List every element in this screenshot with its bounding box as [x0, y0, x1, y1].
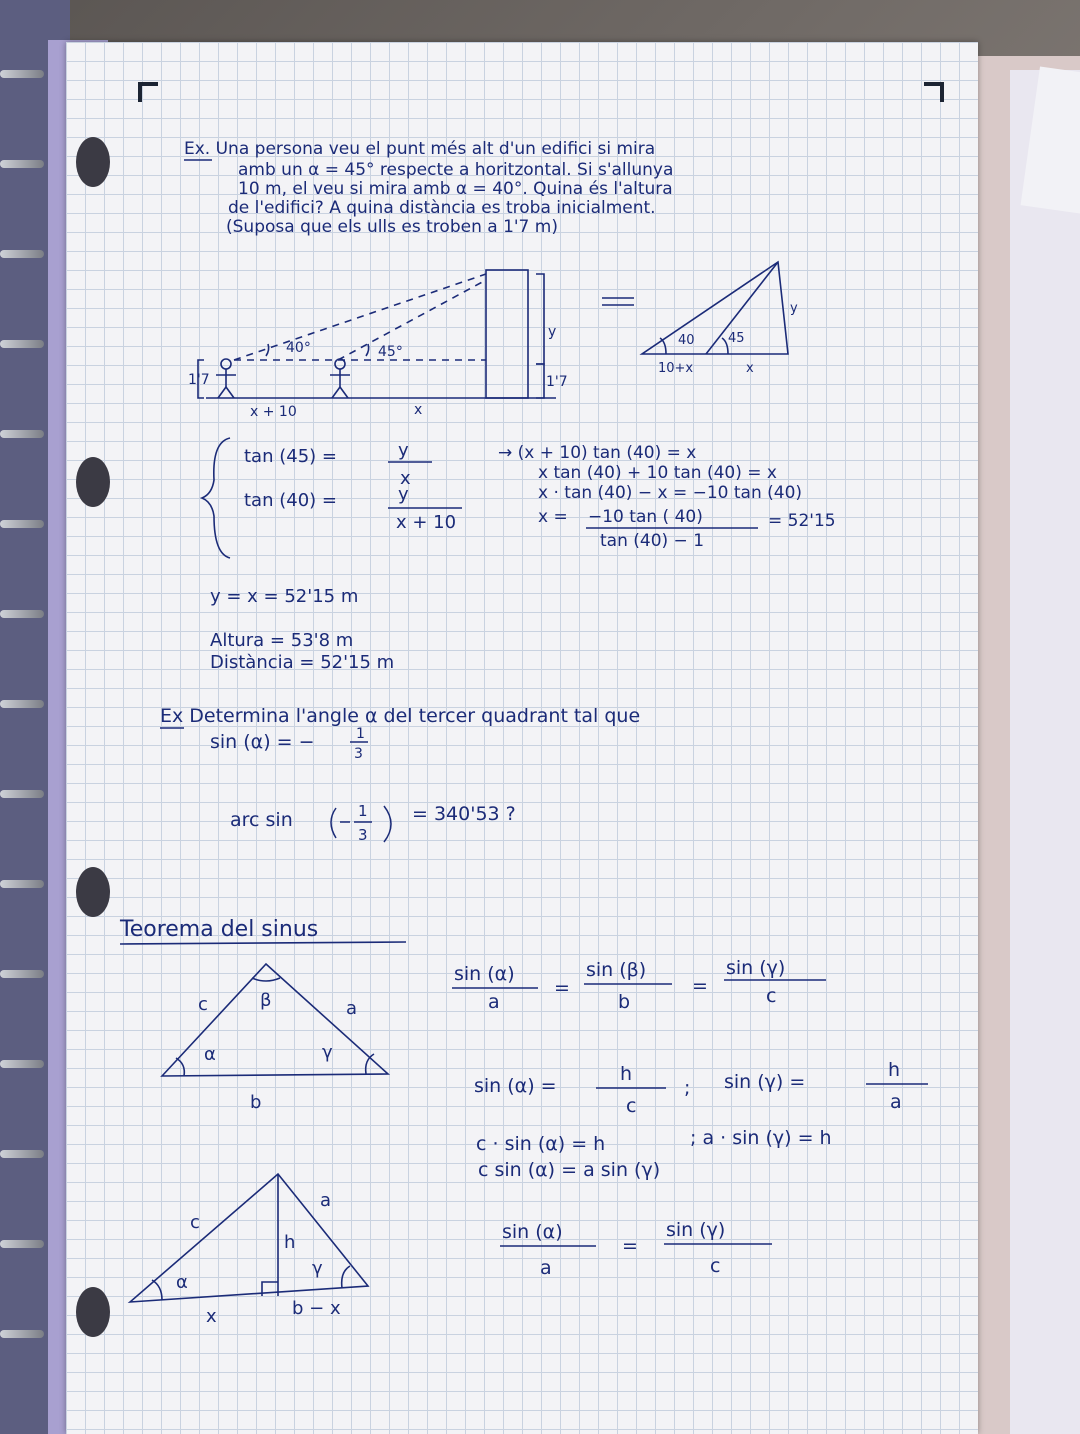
- tri2-c: c: [190, 1212, 200, 1233]
- arcsin-num: 1: [358, 802, 368, 820]
- coil: [0, 880, 44, 888]
- angle-arc-near: [366, 344, 369, 356]
- problem2-line2: sin (α) = −: [210, 731, 315, 753]
- building: [486, 270, 528, 398]
- coil: [0, 970, 44, 978]
- final-d1: a: [540, 1257, 552, 1279]
- eq2-den: x + 10: [396, 512, 457, 533]
- arcsin-left: arc sin: [230, 809, 293, 831]
- law-n1: sin (α): [454, 963, 515, 985]
- final-value: = 52'15: [768, 511, 836, 531]
- tri1-beta: β: [260, 990, 272, 1011]
- statement-line: Ex. Una persona veu el punt més alt d'un edifici si mira: [184, 139, 656, 159]
- tri-angle-b: 45: [728, 331, 745, 346]
- sight-line-near: [338, 280, 486, 360]
- handwriting-layer: [66, 42, 978, 1434]
- tri1-b: b: [250, 1092, 262, 1113]
- step1-num: h: [620, 1063, 633, 1085]
- step3: c sin (α) = a sin (γ): [478, 1159, 661, 1181]
- distancia-result: Distància = 52'15 m: [210, 652, 395, 673]
- equation-system: [202, 438, 462, 558]
- statement-line: de l'edifici? A quina distància es troba inicialment.: [228, 198, 656, 218]
- eq2-left: tan (40) =: [244, 490, 337, 511]
- result-line: y = x = 52'15 m: [210, 586, 359, 607]
- eq1-den: x: [400, 468, 411, 489]
- coil: [0, 790, 44, 798]
- tri2-alpha: α: [176, 1272, 188, 1293]
- coil: [0, 1060, 44, 1068]
- step1-den: c: [626, 1095, 637, 1117]
- notebook-page: [66, 42, 978, 1434]
- eq1-num: y: [398, 440, 409, 461]
- step1-left: sin (α) =: [474, 1075, 557, 1097]
- step1-right: sin (γ) =: [724, 1071, 806, 1093]
- problem1-statement: [184, 139, 673, 237]
- building-base-label: 1'7: [546, 374, 568, 390]
- coil: [0, 70, 44, 78]
- angle-far-label: 40°: [286, 340, 311, 356]
- arcsin-den: 3: [358, 826, 368, 844]
- final-d2: c: [710, 1255, 721, 1277]
- tri2-gamma: γ: [312, 1258, 323, 1279]
- solve-line: x · tan (40) − x = −10 tan (40): [538, 483, 803, 503]
- triangle-shape: [642, 262, 788, 354]
- tri2-h: h: [284, 1232, 296, 1253]
- tri-base-left: 10+x: [658, 361, 694, 376]
- statement-line: (Suposa que els ulls es troben a 1'7 m): [226, 217, 558, 237]
- tri-side: y: [790, 301, 798, 316]
- arcsin-result: = 340'53 ?: [412, 803, 516, 825]
- results: [210, 586, 394, 673]
- tri1-alpha: α: [204, 1044, 216, 1065]
- coil: [0, 430, 44, 438]
- law-of-sines: [452, 957, 826, 1013]
- eq2-num: y: [398, 484, 409, 505]
- derivation: [474, 1059, 928, 1279]
- tri-base-right: x: [746, 361, 754, 376]
- coil: [0, 610, 44, 618]
- law-n2: sin (β): [586, 959, 647, 981]
- dist-far-label: x + 10: [250, 404, 297, 420]
- svg-text:;: ;: [684, 1077, 691, 1099]
- tri-angle-a: 40: [678, 333, 695, 348]
- sine-triangle-1: [162, 964, 388, 1076]
- person-far-head: [221, 359, 231, 369]
- final-left: x =: [538, 507, 568, 527]
- coil: [0, 700, 44, 708]
- svg-text:=: =: [622, 1235, 638, 1257]
- angle-arc-far: [266, 344, 269, 356]
- y-bracket: [536, 274, 544, 364]
- triangle-1-shape: [162, 964, 388, 1076]
- final-n2: sin (γ): [666, 1219, 726, 1241]
- law-d1: a: [488, 991, 500, 1013]
- coil: [0, 520, 44, 528]
- law-n3: sin (γ): [726, 957, 786, 979]
- coil: [0, 250, 44, 258]
- coil: [0, 1240, 44, 1248]
- statement-line: amb un α = 45° respecte a horitzontal. Si s'allunya: [238, 160, 674, 180]
- altura-result: Altura = 53'8 m: [210, 630, 354, 651]
- law-d2: b: [618, 991, 631, 1013]
- sight-line-far: [234, 274, 486, 360]
- step2-right: ; a · sin (γ) = h: [690, 1127, 832, 1149]
- problem2-frac-den: 3: [354, 746, 363, 762]
- svg-text:=: =: [692, 975, 708, 997]
- solve-line: → (x + 10) tan (40) = x: [498, 443, 697, 463]
- eq1-left: tan (45) =: [244, 446, 337, 467]
- angle-near-label: 45°: [378, 344, 403, 360]
- coil: [0, 340, 44, 348]
- final-num: −10 tan ( 40): [588, 507, 703, 527]
- building-sketch: [198, 270, 634, 398]
- tri1-c: c: [198, 994, 208, 1015]
- coil: [0, 1330, 44, 1338]
- problem2-frac-num: 1: [356, 726, 365, 742]
- step1-rden: a: [890, 1091, 902, 1113]
- tri2-bx: b − x: [292, 1298, 341, 1319]
- triangle-2-shape: [130, 1174, 368, 1302]
- coil: [0, 160, 44, 168]
- problem2-line1: Ex Determina l'angle α del tercer quadrant tal que: [160, 705, 641, 727]
- tri2-a: a: [320, 1190, 332, 1211]
- back-page-sheet: [1010, 70, 1080, 1434]
- step1-rnum: h: [888, 1059, 901, 1081]
- tri1-a: a: [346, 998, 358, 1019]
- statement-line: 10 m, el veu si mira amb α = 40°. Quina és l'altura: [238, 179, 673, 199]
- final-den: tan (40) − 1: [600, 531, 705, 551]
- dist-near-label: x: [414, 402, 423, 418]
- building-y-label: y: [548, 324, 557, 340]
- problem2: [160, 705, 640, 844]
- tri1-gamma: γ: [322, 1042, 333, 1063]
- law-d3: c: [766, 985, 777, 1007]
- step2-left: c · sin (α) = h: [476, 1133, 606, 1155]
- base-bracket: [536, 364, 544, 398]
- svg-text:=: =: [554, 977, 570, 999]
- reduced-triangle: [642, 262, 788, 354]
- theorem-heading: Teorema del sinus: [120, 917, 319, 942]
- final-n1: sin (α): [502, 1221, 563, 1243]
- sine-triangle-2: [130, 1174, 368, 1302]
- coil: [0, 1150, 44, 1158]
- solve-line: x tan (40) + 10 tan (40) = x: [538, 463, 777, 483]
- tri2-x: x: [206, 1306, 217, 1327]
- theorem-title: [119, 917, 406, 944]
- solving-steps: [498, 443, 836, 551]
- height-left-label: 1'7: [188, 372, 210, 388]
